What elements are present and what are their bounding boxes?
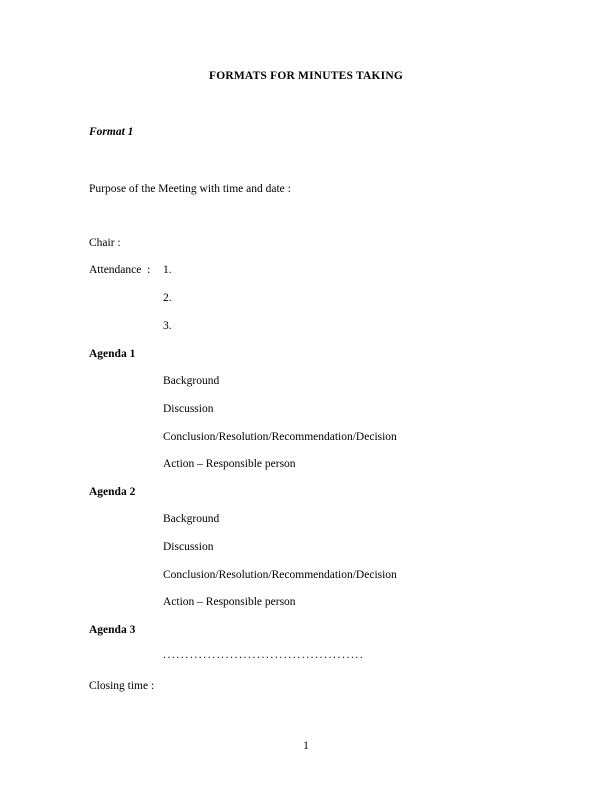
agenda-1-item: Discussion <box>163 403 214 415</box>
page-title: FORMATS FOR MINUTES TAKING <box>208 70 403 82</box>
attendance-item: 3. <box>163 320 172 332</box>
agenda-3-heading: Agenda 3 <box>89 624 136 636</box>
agenda-2-heading: Agenda 2 <box>89 486 136 498</box>
agenda-3-dotted-line: ............................................. <box>163 649 365 661</box>
agenda-2-item: Background <box>163 513 220 525</box>
agenda-1-item: Background <box>163 375 220 387</box>
agenda-2-item: Discussion <box>163 541 214 553</box>
attendance-label: Attendance : <box>89 264 151 276</box>
chair-line: Chair : <box>89 237 121 249</box>
agenda-2-item: Conclusion/Resolution/Recommendation/Decision <box>163 569 397 581</box>
closing-time-line: Closing time : <box>89 680 155 692</box>
agenda-1-item: Conclusion/Resolution/Recommendation/Decision <box>163 431 397 443</box>
purpose-line: Purpose of the Meeting with time and date : <box>89 183 291 195</box>
agenda-1-heading: Agenda 1 <box>89 348 136 360</box>
attendance-item: 2. <box>163 292 172 304</box>
agenda-2-item: Action – Responsible person <box>163 596 296 608</box>
attendance-item: 1. <box>163 264 172 276</box>
format-label: Format 1 <box>89 126 134 138</box>
agenda-1-item: Action – Responsible person <box>163 458 296 470</box>
page-number: 1 <box>303 740 309 752</box>
